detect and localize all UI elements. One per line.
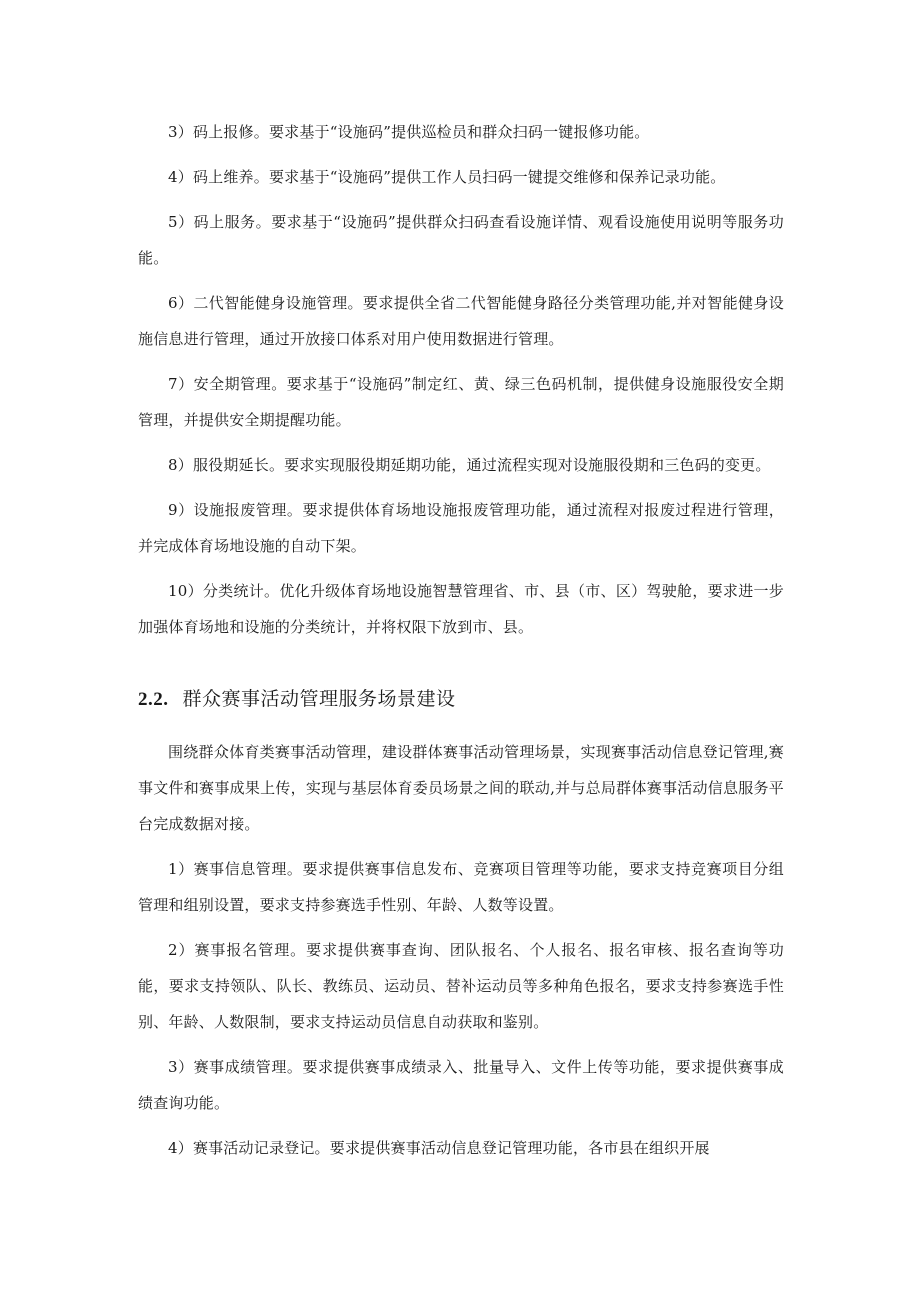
section-intro-paragraph: 围绕群众体育类赛事活动管理，建设群体赛事活动管理场景，实现赛事活动信息登记管理,赛事文件和赛事成果上传，实现与基层体育委员场景之间的联动,并与总局群体赛事活动信息服务平台完成数据对接。 [138, 743, 784, 833]
paragraph-event-registration: 2）赛事报名管理。要求提供赛事查询、团队报名、个人报名、报名审核、报名查询等功能，要求支持领队、队长、教练员、运动员、替补运动员等多种角色报名，要求支持参赛选手性别、年龄、人数限制，要求支持运动员信息自动获取和鉴别。 [138, 941, 784, 1031]
paragraph-item-10: 10）分类统计。优化升级体育场地设施智慧管理省、市、县（市、区）驾驶舱，要求进一步加强体育场地和设施的分类统计，并将权限下放到市、县。 [138, 582, 784, 636]
paragraph-item-6: 6）二代智能健身设施管理。要求提供全省二代智能健身路径分类管理功能,并对智能健身设施信息进行管理，通过开放接口体系对用户使用数据进行管理。 [138, 294, 784, 348]
paragraph-event-results: 3）赛事成绩管理。要求提供赛事成绩录入、批量导入、文件上传等功能，要求提供赛事成绩查询功能。 [138, 1058, 784, 1112]
paragraph-event-info: 1）赛事信息管理。要求提供赛事信息发布、竞赛项目管理等功能，要求支持竞赛项目分组管理和组别设置，要求支持参赛选手性别、年龄、人数等设置。 [138, 860, 784, 914]
section-title: 群众赛事活动管理服务场景建设 [182, 688, 456, 710]
section-heading [138, 681, 784, 718]
paragraph-item-3: 3）码上报修。要求基于“设施码”提供巡检员和群众扫码一键报修功能。 [168, 123, 650, 141]
section-number: 2.2. [138, 689, 169, 710]
document-body [138, 114, 784, 1175]
paragraph-item-8: 8）服役期延长。要求实现服役期延期功能，通过流程实现对设施服役期和三色码的变更。 [168, 456, 771, 474]
paragraph-event-records: 4）赛事活动记录登记。要求提供赛事活动信息登记管理功能，各市县在组织开展 [168, 1139, 710, 1157]
paragraph-item-4: 4）码上维养。要求基于“设施码”提供工作人员扫码一键提交维修和保养记录功能。 [168, 168, 726, 186]
paragraph-item-9: 9）设施报废管理。要求提供体育场地设施报废管理功能，通过流程对报废过程进行管理，并完成体育场地设施的自动下架。 [138, 501, 784, 555]
paragraph-item-5: 5）码上服务。要求基于“设施码”提供群众扫码查看设施详情、观看设施使用说明等服务功能。 [138, 213, 784, 267]
paragraph-item-7: 7）安全期管理。要求基于“设施码”制定红、黄、绿三色码机制，提供健身设施服役安全期管理，并提供安全期提醒功能。 [138, 375, 784, 429]
